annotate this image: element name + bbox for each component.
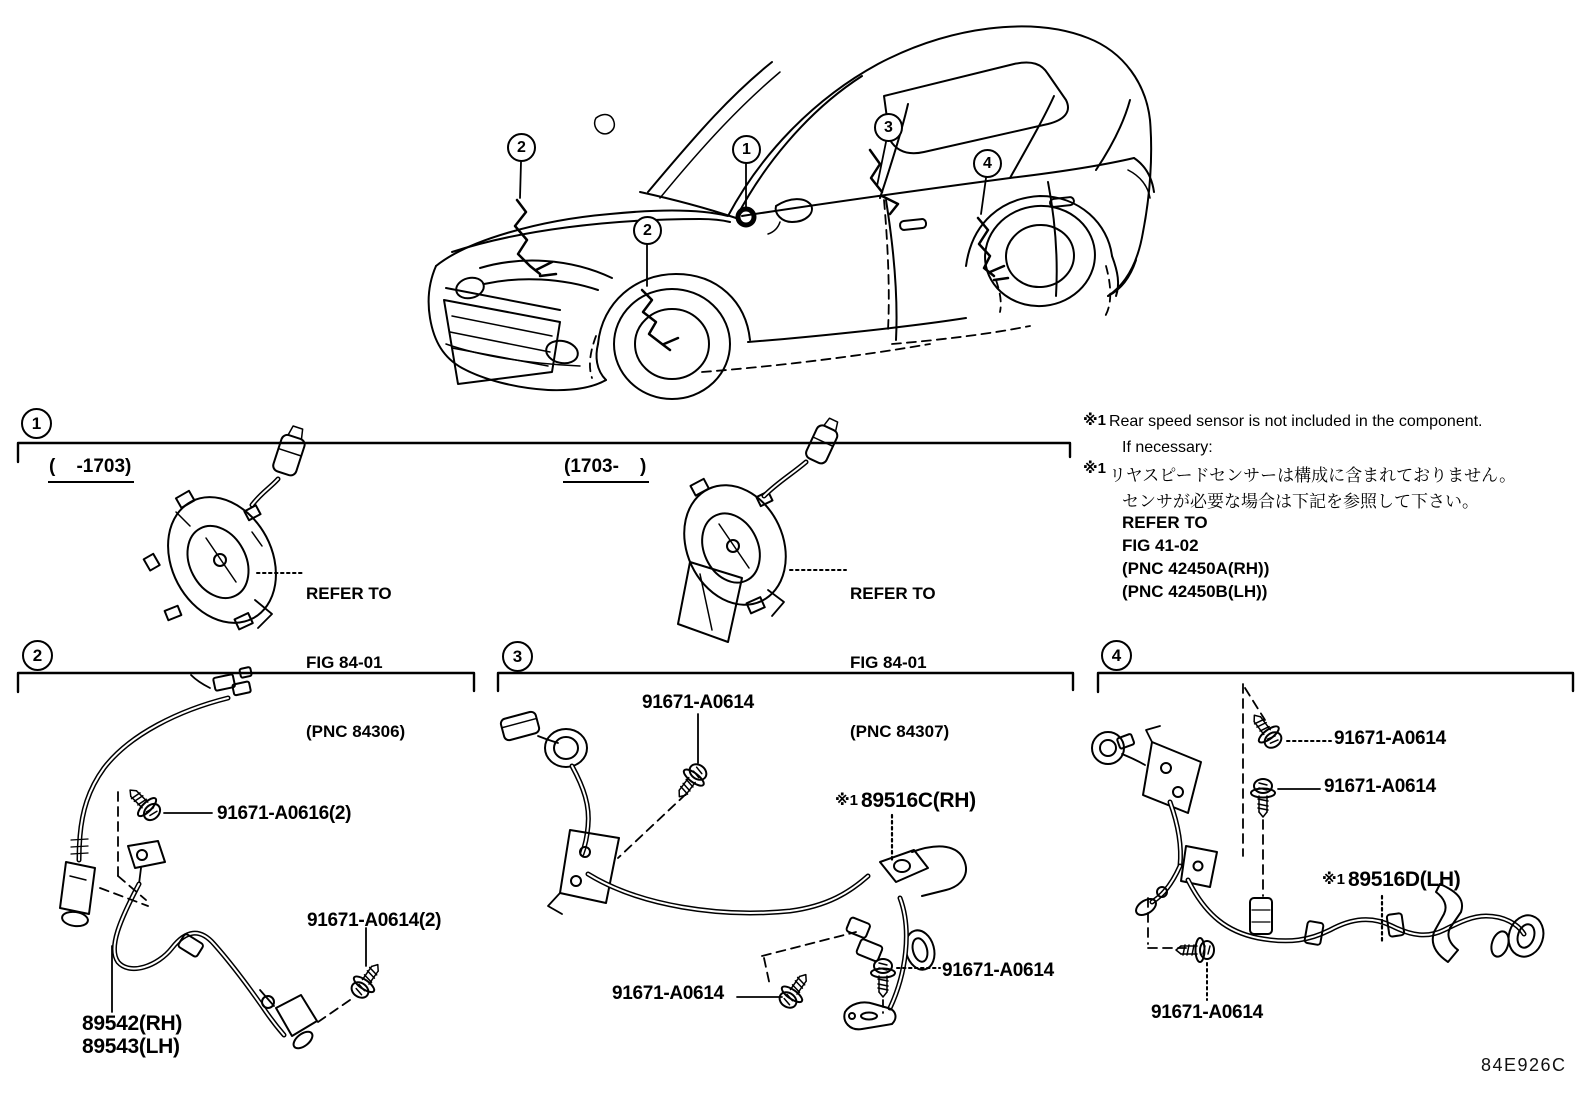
note-marker: ※1 [1083,412,1106,429]
car-callout-4: 4 [973,149,1002,178]
note-refer-block [1122,511,1269,603]
refer-line: REFER TO [850,584,936,603]
car-drawing [429,26,1154,399]
car-callout-1-cowl: 1 [732,135,761,164]
note-refer-line: FIG 41-02 [1122,536,1199,555]
spiral-cable-early-drawing [144,424,310,642]
spiral-cable-late-drawing [665,415,846,642]
harness-mark-b-pillar [870,150,898,330]
date-range-early: ( -1703) [48,456,134,483]
note-refer-line: (PNC 42450B(LH)) [1122,582,1268,601]
refer-note-early [306,536,405,789]
part-label-bolt: 91671-A0614 [1151,1002,1263,1023]
part-label-bolt: 91671-A0614(2) [307,910,442,931]
harness-mark-front-hood [515,200,556,276]
note-en [1083,413,1583,431]
part-label-bolt: 91671-A0614 [612,983,724,1004]
part-label-bolt: 91671-A0614 [642,692,754,713]
refer-line: (PNC 84307) [850,722,950,741]
part-label-sensor-assy-lh: ※1 89516D(LH) [1322,868,1461,891]
note-jp [1083,461,1583,486]
car-callout-3: 3 [874,113,903,142]
part-label-sensor-lh: 89543(LH) [82,1035,180,1058]
car-callout-2-hood: 2 [507,133,536,162]
refer-line: FIG 84-01 [850,653,927,672]
refer-line: FIG 84-01 [306,653,383,672]
rear-speed-sensor-lh-drawing [1092,684,1549,1000]
section-4-callout: 4 [1101,640,1132,671]
harness-mark-front-fender [642,290,678,350]
refer-note-late [850,536,949,789]
refer-line: (PNC 84306) [306,722,406,741]
harness-mark-cowl [738,209,754,225]
part-label-bolt: 91671-A0616(2) [217,803,352,824]
drawing-code: 84E926C [1481,1055,1567,1075]
part-label-sensor-assy-rh: ※1 89516C(RH) [835,789,976,812]
part-marker: ※1 [1322,871,1345,888]
part-label-bolt: 91671-A0614 [1324,776,1436,797]
note-en-line2: If necessary: [1122,439,1213,456]
section-1-callout: 1 [21,408,52,439]
part-marker: ※1 [835,792,858,809]
part-label-bolt: 91671-A0614 [1334,728,1446,749]
note-jp-line2: センサが必要な場合は下記を参照して下さい。 [1122,492,1479,511]
part-label-sensor-rh: 89542(RH) [82,1012,183,1035]
section-3-callout: 3 [502,641,533,672]
car-callout-2-fender: 2 [633,216,662,245]
date-range-late: (1703- ) [563,456,649,483]
part-label-bolt: 91671-A0614 [942,960,1054,981]
refer-line: REFER TO [306,584,392,603]
note-refer-line: REFER TO [1122,513,1208,532]
note-jp-line1: リヤスピードセンサーは構成に含まれておりません。 [1108,466,1517,485]
note-marker: ※1 [1083,460,1106,477]
note-refer-line: (PNC 42450A(RH)) [1122,559,1270,578]
section-2-callout: 2 [22,640,53,671]
note-en-line1: Rear speed sensor is not included in the component. [1108,413,1483,430]
